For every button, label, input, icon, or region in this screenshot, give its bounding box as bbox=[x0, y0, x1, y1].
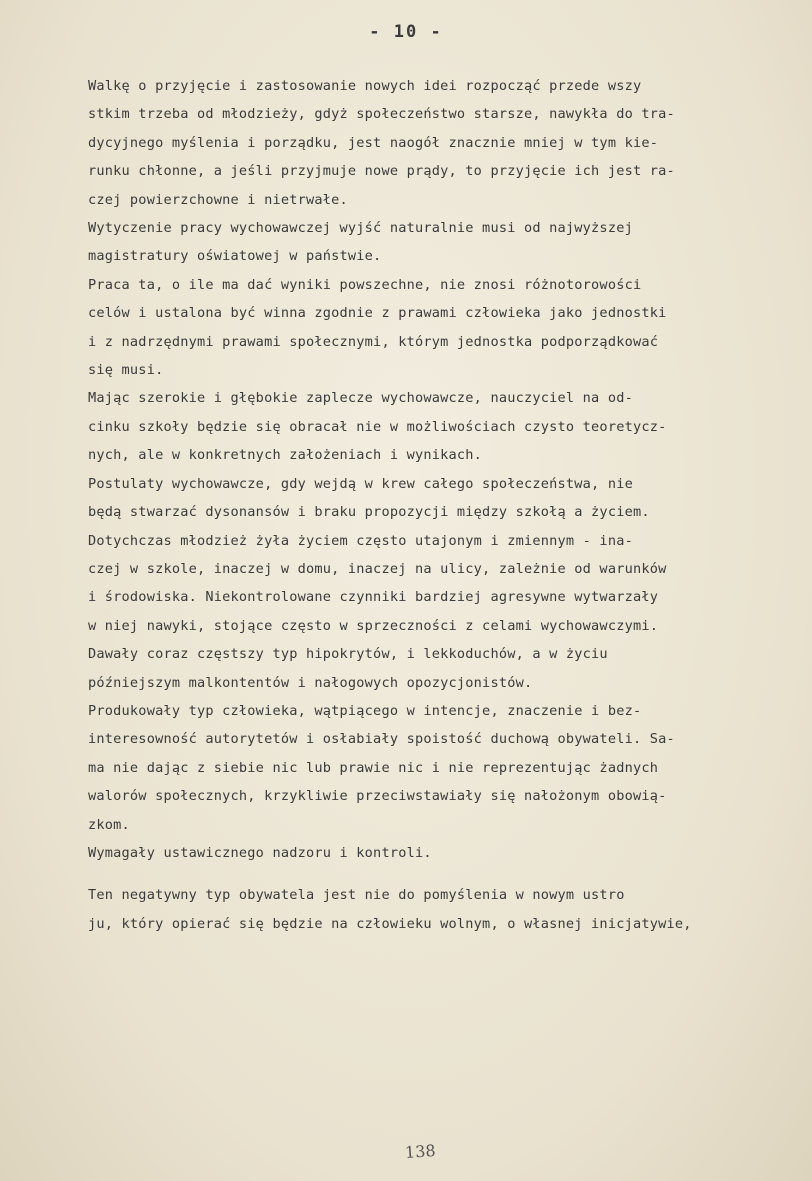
text-line: runku chłonne, a jeśli przyjmuje nowe prądy, to przyjęcie ich jest ra- bbox=[88, 163, 675, 180]
paragraph bbox=[88, 214, 800, 271]
paragraph bbox=[88, 881, 800, 938]
text-line: i z nadrzędnymi prawami społecznymi, którym jednostka podporządkować bbox=[88, 333, 659, 350]
text-line: Produkowały typ człowieka, wątpiącego w intencje, znaczenie i bez- bbox=[88, 702, 642, 719]
paragraph bbox=[88, 527, 800, 641]
body-text bbox=[88, 72, 800, 938]
page-number: - 10 - bbox=[369, 22, 443, 42]
text-line: się musi. bbox=[88, 362, 164, 379]
text-line: i środowiska. Niekontrolowane czynniki bardziej agresywne wytwarzały bbox=[88, 589, 659, 606]
text-line: Walkę o przyjęcie i zastosowanie nowych idei rozpocząć przede wszy bbox=[88, 78, 642, 94]
text-line: ju, który opierać się będzie na człowieku wolnym, o własnej inicjatywie, bbox=[88, 915, 692, 932]
text-line: Dawały coraz częstszy typ hipokrytów, i lekkoduchów, a w życiu bbox=[88, 646, 608, 663]
paragraph bbox=[88, 384, 800, 469]
text-line: zkom. bbox=[88, 816, 130, 833]
text-line: późniejszym malkontentów i nałogowych opozycjonistów. bbox=[88, 674, 533, 691]
text-line: Wymagały ustawicznego nadzoru i kontroli. bbox=[88, 844, 432, 861]
paragraph bbox=[88, 640, 800, 697]
text-line: nych, ale w konkretnych założeniach i wynikach. bbox=[88, 447, 483, 464]
paragraph bbox=[88, 470, 800, 527]
text-line: Praca ta, o ile ma dać wyniki powszechne, nie znosi różnotorowości bbox=[88, 276, 642, 293]
paragraph bbox=[88, 72, 800, 214]
text-line: ma nie dając z siebie nic lub prawie nic i nie reprezentując żadnych bbox=[88, 759, 659, 776]
text-line: magistratury oświatowej w państwie. bbox=[88, 248, 382, 265]
text-line: czej powierzchowne i nietrwałe. bbox=[88, 191, 348, 208]
handwritten-folio-number: 138 bbox=[404, 1140, 437, 1163]
text-line: Mając szerokie i głębokie zaplecze wychowawcze, nauczyciel na od- bbox=[88, 390, 633, 407]
text-line: Wytyczenie pracy wychowawczej wyjść naturalnie musi od najwyższej bbox=[88, 220, 633, 237]
paragraph bbox=[88, 697, 800, 839]
text-line: Ten negatywny typ obywatela jest nie do pomyślenia w nowym ustro bbox=[88, 887, 625, 904]
text-line: stkim trzeba od młodzieży, gdyż społeczeństwo starsze, nawykła do tra- bbox=[88, 106, 675, 123]
text-line: czej w szkole, inaczej w domu, inaczej na ulicy, zależnie od warunków bbox=[88, 560, 667, 577]
text-line: interesowność autorytetów i osłabiały spoistość duchową obywateli. Sa- bbox=[88, 731, 675, 748]
text-line: w niej nawyki, stojące często w sprzeczności z celami wychowawczymi. bbox=[88, 617, 659, 634]
text-line: celów i ustalona być winna zgodnie z prawami człowieka jako jednostki bbox=[88, 305, 667, 322]
text-line: Dotychczas młodzież żyła życiem często utajonym i zmiennym - ina- bbox=[88, 532, 633, 549]
paragraph bbox=[88, 839, 800, 867]
paragraph bbox=[88, 271, 800, 385]
text-line: będą stwarzać dysonansów i braku propozycji między szkołą a życiem. bbox=[88, 504, 650, 521]
text-line: walorów społecznych, krzykliwie przeciwstawiały się nałożonym obowią- bbox=[88, 788, 667, 805]
text-line: dycyjnego myślenia i porządku, jest naogół znacznie mniej w tym kie- bbox=[88, 134, 659, 151]
text-line: cinku szkoły będzie się obracał nie w możliwościach czysto teoretycz- bbox=[88, 418, 667, 435]
text-line: Postulaty wychowawcze, gdy wejdą w krew całego społeczeństwa, nie bbox=[88, 475, 633, 492]
